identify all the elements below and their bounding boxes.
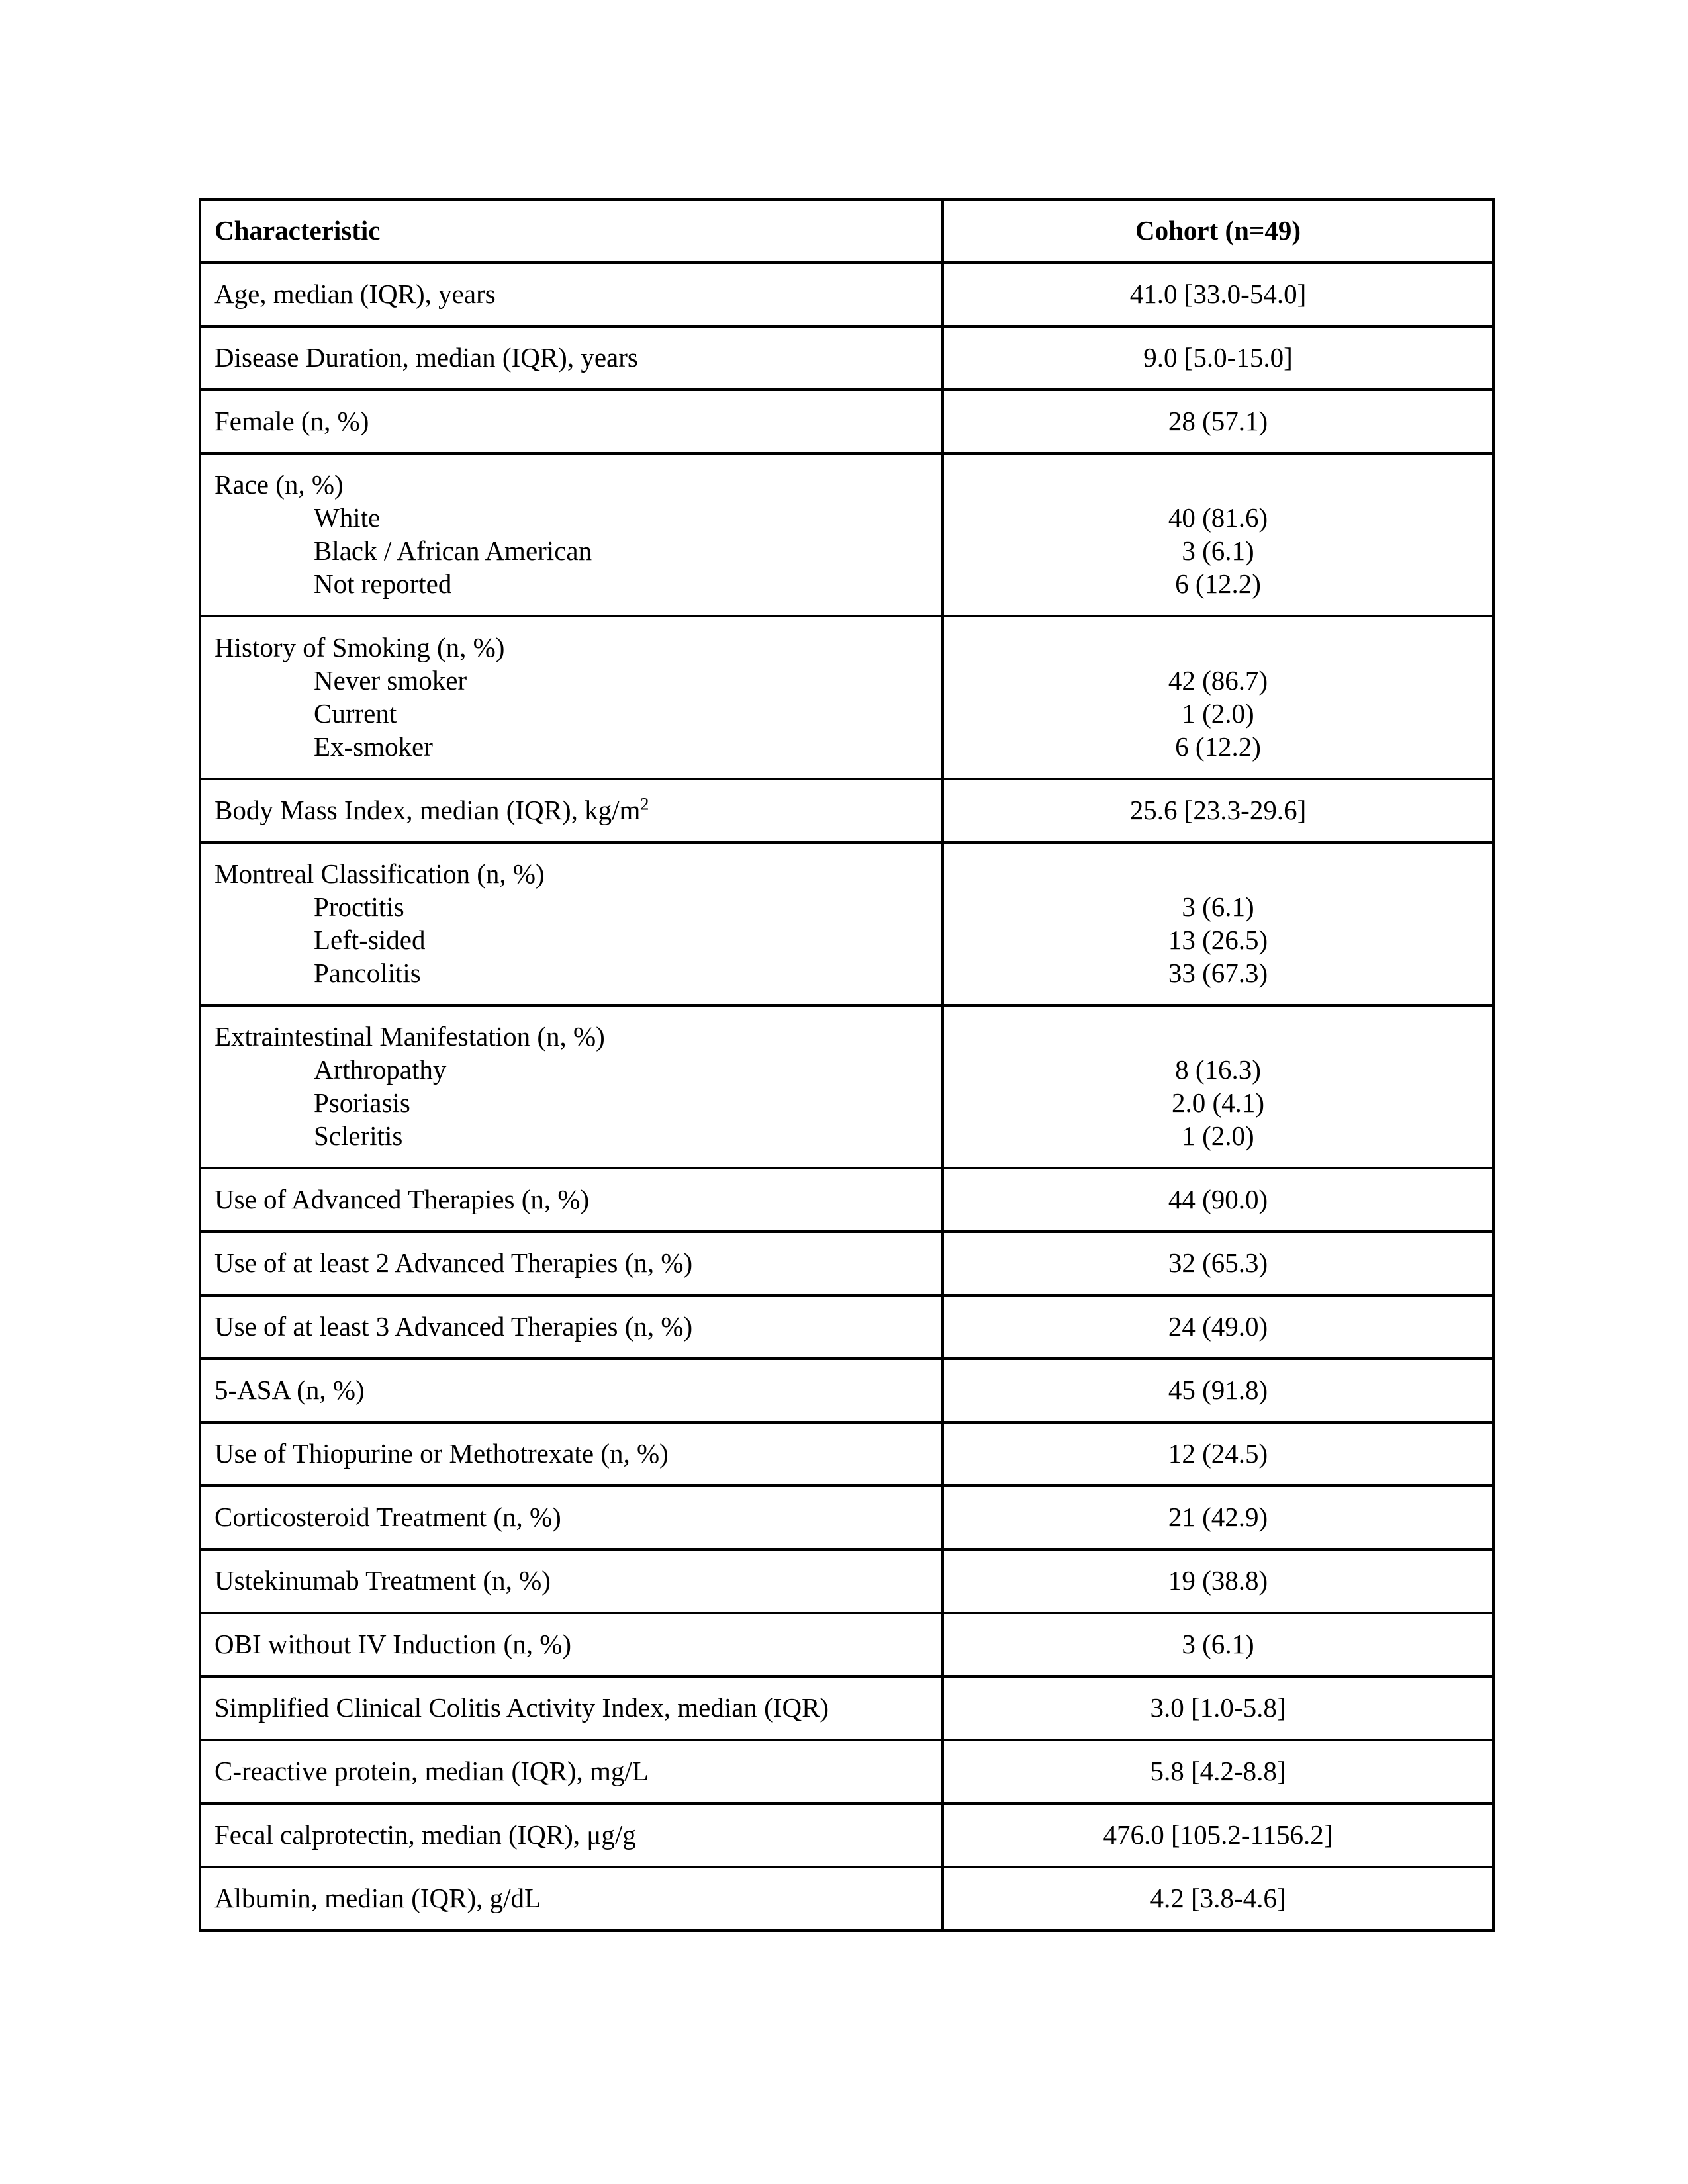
row-value: 9.0 [5.0-15.0] (1143, 342, 1293, 373)
row-label-cell (200, 842, 943, 1005)
row-value-cell (943, 1676, 1493, 1740)
sub-category-value: 13 (26.5) (1168, 925, 1268, 955)
sub-category-value: 40 (81.6) (1168, 502, 1268, 533)
sub-category-label: Scleritis (314, 1120, 403, 1151)
value-spacer (957, 468, 1479, 501)
sub-category-label: Never smoker (314, 665, 467, 696)
sub-category-value: 3 (6.1) (1182, 891, 1254, 922)
row-label-cell (200, 779, 943, 842)
row-label: Age, median (IQR), years (214, 279, 496, 309)
table-row (200, 1295, 1493, 1359)
table-row (200, 1613, 1493, 1676)
row-label-cell (200, 616, 943, 779)
value-spacer (957, 631, 1479, 664)
row-label: OBI without IV Induction (n, %) (214, 1629, 572, 1659)
row-value-cell (943, 1168, 1493, 1232)
row-value: 45 (91.8) (1168, 1375, 1268, 1405)
table-row (200, 263, 1493, 326)
sub-category-label: Not reported (314, 569, 452, 599)
sub-category-value: 3 (6.1) (1182, 535, 1254, 566)
row-label-cell (200, 263, 943, 326)
sub-category-label: White (314, 502, 381, 533)
table-row (200, 1803, 1493, 1867)
row-label-cell (200, 1740, 943, 1803)
row-label: Corticosteroid Treatment (n, %) (214, 1502, 561, 1532)
sub-category-label: Arthropathy (314, 1054, 447, 1085)
header-cohort: Cohort (n=49) (943, 199, 1493, 263)
row-label-cell (200, 1295, 943, 1359)
table-row (200, 1422, 1493, 1486)
characteristics-table (199, 198, 1495, 1932)
row-label-cell (200, 1422, 943, 1486)
row-value-cell (943, 453, 1493, 616)
row-value-cell (943, 1549, 1493, 1613)
sub-category-value: 33 (67.3) (1168, 958, 1268, 988)
row-label-superscript: 2 (640, 794, 649, 814)
row-value-cell (943, 326, 1493, 390)
row-value-cell (943, 1422, 1493, 1486)
row-value-cell (943, 1359, 1493, 1422)
sub-category-list (214, 664, 928, 763)
sub-value-list (957, 890, 1479, 989)
sub-category-value: 6 (12.2) (1175, 569, 1261, 599)
row-value: 3 (6.1) (1182, 1629, 1254, 1659)
row-value-cell (943, 1005, 1493, 1168)
sub-category-value: 6 (12.2) (1175, 731, 1261, 762)
sub-category-label: Pancolitis (314, 958, 421, 988)
row-value: 28 (57.1) (1168, 406, 1268, 436)
row-value: 32 (65.3) (1168, 1248, 1268, 1278)
row-label-cell (200, 1803, 943, 1867)
row-label: Female (n, %) (214, 406, 369, 436)
sub-category-list (214, 501, 928, 600)
row-label: Disease Duration, median (IQR), years (214, 342, 638, 373)
header-characteristic: Characteristic (200, 199, 943, 263)
sub-category-label: Black / African American (314, 535, 592, 566)
row-label: Use of Advanced Therapies (n, %) (214, 1184, 590, 1214)
row-label-cell (200, 1549, 943, 1613)
row-label-cell (200, 326, 943, 390)
row-value-cell (943, 842, 1493, 1005)
sub-category-value: 8 (16.3) (1175, 1054, 1261, 1085)
sub-category-value: 1 (2.0) (1182, 1120, 1254, 1151)
row-label: Montreal Classification (n, %) (214, 858, 545, 889)
table-row (200, 1676, 1493, 1740)
row-label-cell (200, 1613, 943, 1676)
table-row (200, 1232, 1493, 1295)
row-value: 41.0 [33.0-54.0] (1129, 279, 1307, 309)
row-value: 476.0 [105.2-1156.2] (1103, 1819, 1333, 1850)
row-value: 24 (49.0) (1168, 1311, 1268, 1342)
row-label: Fecal calprotectin, median (IQR), μg/g (214, 1819, 636, 1850)
sub-value-list (957, 1053, 1479, 1152)
table-row (200, 616, 1493, 779)
table-row (200, 1486, 1493, 1549)
sub-category-value: 42 (86.7) (1168, 665, 1268, 696)
sub-value-list (957, 664, 1479, 763)
row-value: 3.0 [1.0-5.8] (1150, 1692, 1286, 1723)
table-row (200, 453, 1493, 616)
row-label: Body Mass Index, median (IQR), kg/m (214, 795, 641, 825)
value-spacer (957, 1020, 1479, 1053)
table-row (200, 1740, 1493, 1803)
row-label: Extraintestinal Manifestation (n, %) (214, 1021, 605, 1052)
row-label: Simplified Clinical Colitis Activity Index, median (IQR) (214, 1692, 829, 1723)
table-row (200, 390, 1493, 453)
sub-value-list (957, 501, 1479, 600)
row-value-cell (943, 1867, 1493, 1931)
row-value-cell (943, 616, 1493, 779)
sub-category-label: Proctitis (314, 891, 404, 922)
row-value-cell (943, 263, 1493, 326)
row-value-cell (943, 779, 1493, 842)
table-row (200, 1005, 1493, 1168)
table-header-row (200, 199, 1493, 263)
row-label: Use of at least 3 Advanced Therapies (n, %) (214, 1311, 693, 1342)
row-value: 21 (42.9) (1168, 1502, 1268, 1532)
row-label-cell (200, 453, 943, 616)
row-label-cell (200, 1359, 943, 1422)
row-label: C-reactive protein, median (IQR), mg/L (214, 1756, 649, 1786)
table-row (200, 1549, 1493, 1613)
row-label: Ustekinumab Treatment (n, %) (214, 1565, 551, 1596)
row-label: History of Smoking (n, %) (214, 632, 505, 662)
row-value-cell (943, 1295, 1493, 1359)
row-label: Albumin, median (IQR), g/dL (214, 1883, 541, 1913)
row-label: Use of at least 2 Advanced Therapies (n, %) (214, 1248, 693, 1278)
row-value: 19 (38.8) (1168, 1565, 1268, 1596)
row-label: 5-ASA (n, %) (214, 1375, 365, 1405)
row-label-cell (200, 1005, 943, 1168)
row-label-cell (200, 1232, 943, 1295)
row-label-cell (200, 1676, 943, 1740)
characteristics-table-container (199, 198, 1492, 1932)
row-value-cell (943, 1486, 1493, 1549)
row-label: Use of Thiopurine or Methotrexate (n, %) (214, 1438, 669, 1469)
row-value: 12 (24.5) (1168, 1438, 1268, 1469)
row-value-cell (943, 390, 1493, 453)
row-value-cell (943, 1613, 1493, 1676)
sub-category-label: Left-sided (314, 925, 426, 955)
row-value: 25.6 [23.3-29.6] (1129, 795, 1307, 825)
sub-category-list (214, 890, 928, 989)
table-row (200, 842, 1493, 1005)
sub-category-label: Ex-smoker (314, 731, 433, 762)
row-label: Race (n, %) (214, 469, 344, 500)
table-row (200, 326, 1493, 390)
value-spacer (957, 857, 1479, 890)
table-body (200, 263, 1493, 1931)
row-label-cell (200, 1486, 943, 1549)
sub-category-label: Current (314, 698, 397, 729)
sub-category-value: 1 (2.0) (1182, 698, 1254, 729)
table-row (200, 1867, 1493, 1931)
row-label-cell (200, 1867, 943, 1931)
row-value-cell (943, 1740, 1493, 1803)
row-value: 5.8 [4.2-8.8] (1150, 1756, 1286, 1786)
row-value-cell (943, 1803, 1493, 1867)
table-row (200, 1168, 1493, 1232)
row-value: 44 (90.0) (1168, 1184, 1268, 1214)
table-row (200, 779, 1493, 842)
row-label-cell (200, 1168, 943, 1232)
row-value: 4.2 [3.8-4.6] (1150, 1883, 1286, 1913)
row-label-cell (200, 390, 943, 453)
sub-category-label: Psoriasis (314, 1087, 410, 1118)
table-row (200, 1359, 1493, 1422)
sub-category-value: 2.0 (4.1) (1171, 1087, 1265, 1118)
sub-category-list (214, 1053, 928, 1152)
row-value-cell (943, 1232, 1493, 1295)
